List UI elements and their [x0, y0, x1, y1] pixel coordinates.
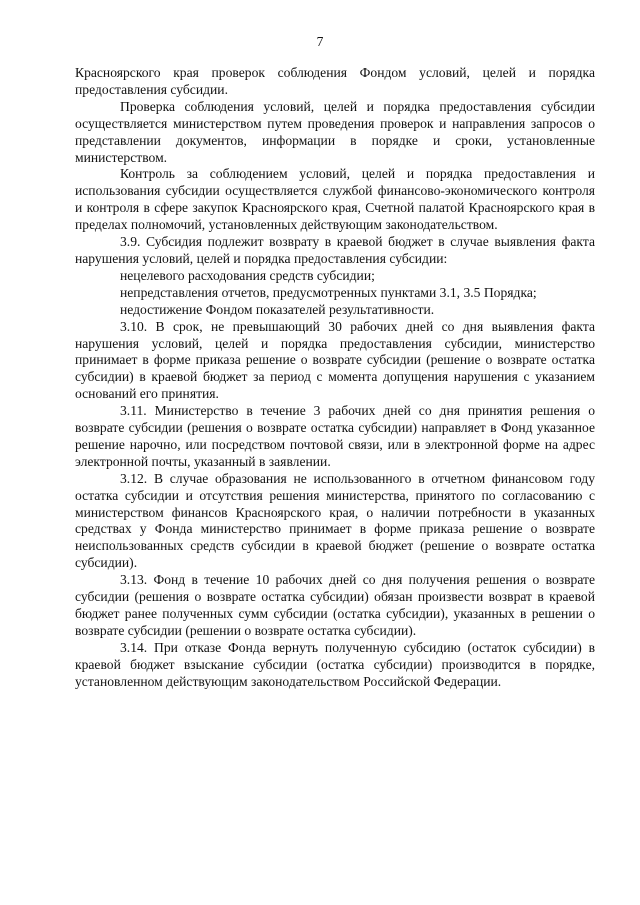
paragraph-3-9: 3.9. Субсидия подлежит возврату в краевой бюджет в случае выявления факта нарушения условий, целей и порядка предоставления субсидии: — [75, 234, 595, 266]
paragraph-3-14: 3.14. При отказе Фонда вернуть полученную субсидию (остаток субсидии) в краевой бюджет взыскание субсидии (остатка субсидии) производится в порядке, установленном действующим законодательством Российской Федерации. — [75, 639, 595, 689]
paragraph-3-13: 3.13. Фонд в течение 10 рабочих дней со дня получения решения о возврате субсидии (решения о возврате остатка субсидии) обязан произвести возврат в краевой бюджет ранее полученных сумм субсидии (остатка субсидии), указанных в решении о возврате субсидии (решении о возврате остатка субсидии). — [75, 572, 595, 638]
paragraph-verification: Проверка соблюдения условий, целей и порядка предоставления субсидии осуществляется министерством путем проведения проверок и направления запросов о представлении документов, информации в порядке и сроки, установленные министерством. — [75, 98, 595, 165]
list-item-indicators: недостижение Фондом показателей результативности. — [120, 301, 435, 317]
list-item-misuse: нецелевого расходования средств субсидии; — [120, 267, 375, 283]
paragraph-control: Контроль за соблюдением условий, целей и порядка предоставления и использования субсидии осуществляется службой финансово-экономического контроля и контроля в сфере закупок Красноярского края, Счетной палатой Красноярского края в пределах полномочий, установленных действующим законодательством. — [75, 166, 595, 233]
paragraph-3-12: 3.12. В случае образования не использованного в отчетном финансовом году остатка субсидии и отсутствия решения министерства, принятого по согласованию с министерством финансов Красноярского края, о наличии потребности в указанных средствах у Фонда министерство принимает в форме приказа решение о возврате неиспользованных средств субсидии в краевой бюджет (решение о возврате остатка субсидии). — [75, 470, 595, 571]
document-body — [75, 65, 595, 691]
page-number: 7 — [316, 34, 324, 49]
list-item-reports: непредставления отчетов, предусмотренных пунктами 3.1, 3.5 Порядка; — [120, 284, 537, 300]
paragraph-3-11: 3.11. Министерство в течение 3 рабочих дней со дня принятия решения о возврате субсидии (решения о возврате остатка субсидии) направляет в Фонд указанное решение нарочно, или посредством почтовой связи, или в электронной форме на адрес электронной почты, указанный в заявлении. — [75, 403, 595, 469]
paragraph-continuation: Красноярского края проверок соблюдения Фондом условий, целей и порядка предоставления субсидии. — [75, 65, 595, 97]
paragraph-3-10: 3.10. В срок, не превышающий 30 рабочих дней со дня выявления факта нарушения условий, целей и порядка предоставления субсидии, министерство принимает в форме приказа решение о возврате субсидии (решение о возврате остатка субсидии) в краевой бюджет за период с момента допущения нарушения с указанием оснований его принятия. — [75, 318, 595, 402]
